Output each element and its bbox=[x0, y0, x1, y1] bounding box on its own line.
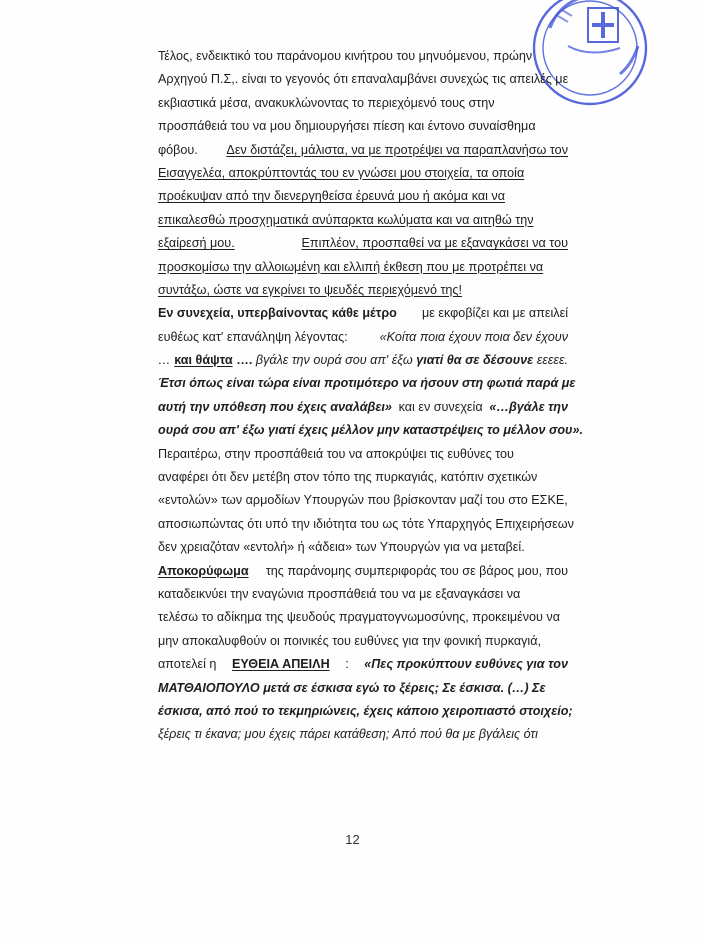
page-number: 12 bbox=[345, 832, 360, 847]
text-line bbox=[158, 396, 568, 419]
text-line bbox=[158, 349, 568, 372]
text-line bbox=[158, 513, 574, 536]
text-run: εκβιαστικά μέσα, ανακυκλώνοντας το περιεχόμενό τους στην bbox=[158, 95, 495, 110]
text-run: αποσιωπώντας ότι υπό την ιδιότητα του ως τότε Υπαρχηγός Επιχειρήσεων bbox=[158, 516, 574, 531]
text-run: Έτσι όπως είναι τώρα είναι προτιμότερο να ήσουν στη φωτιά παρά με bbox=[158, 376, 576, 391]
text-line bbox=[158, 115, 568, 138]
text-line bbox=[158, 92, 568, 115]
text-line bbox=[158, 45, 568, 68]
text-run: αποτελεί η bbox=[158, 657, 217, 672]
text-run: ευθέως κατ' επανάληψη λέγοντας: bbox=[158, 329, 348, 344]
text-line bbox=[158, 606, 568, 629]
document-body bbox=[158, 45, 583, 747]
text-line bbox=[158, 536, 568, 559]
text-run: Εισαγγελέα, αποκρύπτοντάς του εν γνώσει μου στοιχεία, τα οποία bbox=[158, 165, 525, 180]
text-line bbox=[158, 326, 568, 349]
text-run: φόβου. bbox=[158, 142, 198, 157]
text-run: αναφέρει ότι δεν μετέβη στον τόπο της πυρκαγιάς, κατόπιν σχετικών bbox=[158, 470, 538, 485]
text-line bbox=[158, 209, 568, 232]
text-run: Εν συνεχεία, υπερβαίνοντας κάθε μέτρο bbox=[158, 306, 397, 321]
text-run: έσκισα, από πού το τεκμηριώνεις, έχεις κάποιο χειροπιαστό στοιχείο; bbox=[158, 703, 573, 718]
text-run: ξέρεις τι έκανα; μου έχεις πάρει κατάθεση; Από πού θα με βγάλεις ότι bbox=[158, 727, 538, 742]
text-line bbox=[158, 68, 568, 91]
text-run: μην αποκαλυφθούν οι ποινικές του ευθύνες για την φονική πυρκαγιά, bbox=[158, 633, 542, 648]
text-run: και εν συνεχεία bbox=[398, 399, 483, 414]
text-line bbox=[158, 419, 583, 442]
text-run: «…βγάλε την bbox=[489, 399, 568, 414]
text-line bbox=[158, 466, 568, 489]
text-run: Περαιτέρω, στην προσπάθειά του να αποκρύψει τις ευθύνες του bbox=[158, 446, 514, 461]
text-run: : bbox=[345, 657, 349, 672]
text-run: …. bbox=[236, 353, 253, 368]
text-run: καταδεικνύει την εναγώνια προσπάθειά του να με εξαναγκάσει να bbox=[158, 586, 521, 601]
text-line bbox=[158, 443, 568, 466]
text-run: εξαίρεσή μου. bbox=[158, 236, 235, 251]
text-line bbox=[158, 302, 568, 325]
text-run: «Κοίτα ποια έχουν ποια δεν έχουν bbox=[379, 329, 568, 344]
text-run: ΕΥΘΕΙΑ ΑΠΕΙΛΗ bbox=[231, 657, 330, 672]
text-run: «εντολών» των αρμοδίων Υπουργών που βρίσκονταν μαζί του στο ΕΣΚΕ, bbox=[158, 493, 568, 508]
text-line bbox=[158, 677, 568, 700]
text-run: γιατί θα σε δέσουνε bbox=[416, 353, 534, 368]
text-line bbox=[158, 185, 568, 208]
text-line bbox=[158, 232, 568, 255]
text-run: Αποκορύφωμα bbox=[158, 563, 249, 578]
text-run: Αρχηγού Π.Σ,. είναι το γεγονός ότι επαναλαμβάνει συνεχώς τις απειλές με bbox=[158, 72, 569, 87]
text-line bbox=[158, 560, 568, 583]
text-run: της παράνομης συμπεριφοράς του σε βάρος μου, που bbox=[265, 563, 568, 578]
text-line bbox=[158, 723, 568, 746]
text-run: Επιπλέον, προσπαθεί να με εξαναγκάσει να του bbox=[301, 236, 568, 251]
text-run: αυτή την υπόθεση που έχεις αναλάβει» bbox=[158, 399, 392, 414]
text-run: εεεεε. bbox=[536, 353, 568, 368]
text-run: επικαλεσθώ προσχηματικά ανύπαρκτα κωλύματα και να αιτηθώ την bbox=[158, 212, 534, 227]
text-run: ΜΑΤΘΑΙΟΠΟΥΛΟ μετά σε έσκισα εγώ το ξέρεις; Σε έσκισα. (…) Σε bbox=[158, 680, 546, 695]
text-line bbox=[158, 162, 568, 185]
text-line bbox=[158, 279, 568, 302]
text-line bbox=[158, 489, 568, 512]
text-line bbox=[158, 372, 576, 395]
text-line bbox=[158, 139, 568, 162]
text-run: τελέσω το αδίκημα της ψευδούς πραγματογνωμοσύνης, προκειμένου να bbox=[158, 610, 561, 625]
text-line bbox=[158, 630, 568, 653]
text-run: βγάλε την ουρά σου απ' έξω bbox=[255, 353, 413, 368]
text-run: με εκφοβίζει και με απειλεί bbox=[422, 306, 568, 321]
text-run: Τέλος, ενδεικτικό του παράνομου κινήτρου του μηνυόμενου, πρώην bbox=[158, 49, 533, 63]
text-run: Δεν διστάζει, μάλιστα, να με προτρέψει να παραπλανήσω τον bbox=[226, 142, 568, 157]
text-run: «Πες προκύπτουν ευθύνες για τον bbox=[364, 657, 568, 672]
text-run: συντάξω, ώστε να εγκρίνει το ψευδές περιεχόμενό της! bbox=[158, 282, 462, 297]
text-line bbox=[158, 583, 568, 606]
text-line bbox=[158, 700, 573, 723]
text-run: προσπάθειά του να μου δημιουργήσει πίεση και έντονο συναίσθημα bbox=[158, 119, 536, 134]
text-line bbox=[158, 256, 568, 279]
text-run: και θάψτα bbox=[174, 353, 233, 368]
text-run: ουρά σου απ' έξω γιατί έχεις μέλλον μην καταστρέψεις το μέλλον σου». bbox=[158, 423, 583, 438]
text-run: προέκυψαν από την διενεργηθείσα έρευνά μου ή ακόμα και να bbox=[158, 189, 505, 204]
text-run: προσκομίσω την αλλοιωμένη και ελλιπή έκθεση που με προτρέπει να bbox=[158, 259, 544, 274]
text-run: … bbox=[158, 353, 171, 368]
text-line bbox=[158, 653, 568, 676]
text-run: δεν χρειαζόταν «εντολή» ή «άδεια» των Υπουργών για να μεταβεί. bbox=[158, 540, 525, 555]
